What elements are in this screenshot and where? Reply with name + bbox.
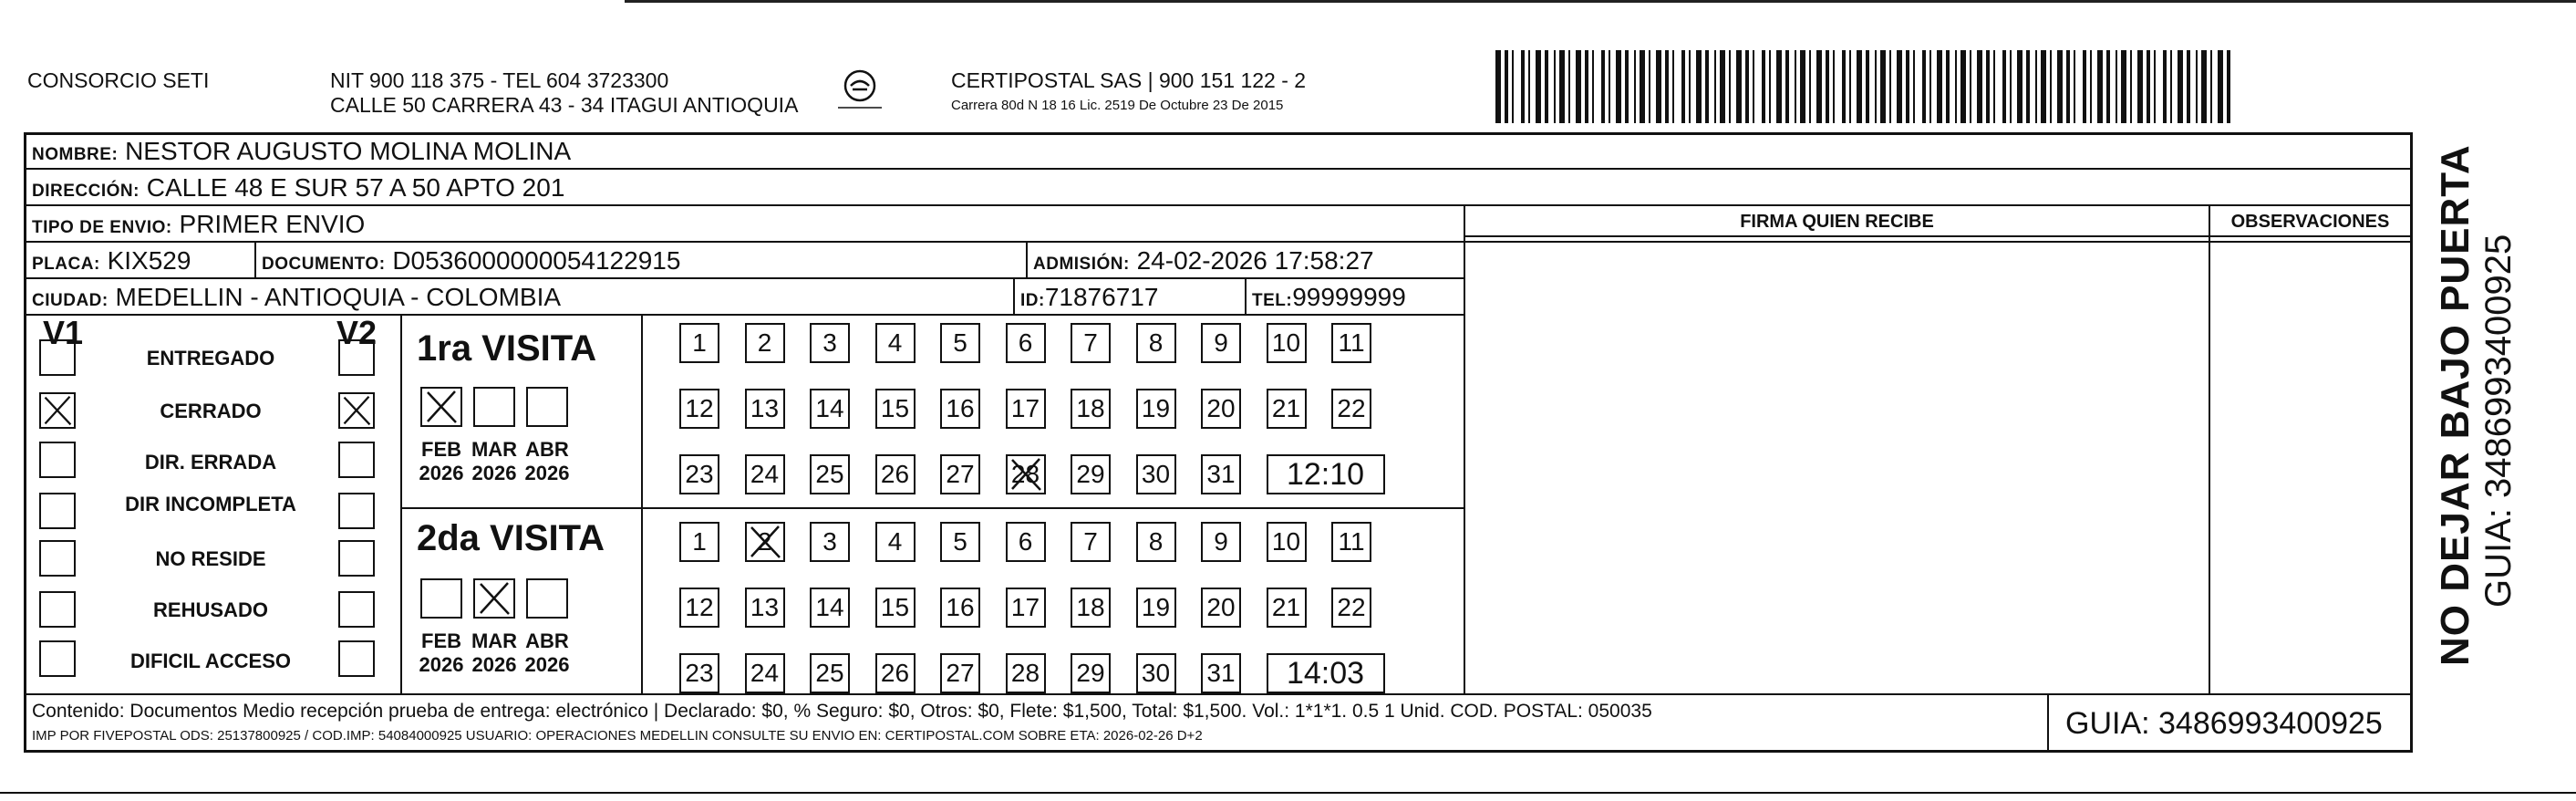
visit1-day-13[interactable]: 13 bbox=[745, 389, 785, 429]
nombre-label: NOMBRE: bbox=[32, 145, 119, 164]
id-value: 71876717 bbox=[1044, 283, 1159, 311]
tipo-envio-label: TIPO DE ENVIO: bbox=[32, 218, 172, 237]
visit1-day-6[interactable]: 6 bbox=[1006, 323, 1046, 363]
visit1-month-checkbox-feb[interactable] bbox=[420, 387, 462, 427]
visit1-month-year: 2026 bbox=[471, 462, 517, 484]
visit1-day-30[interactable]: 30 bbox=[1136, 454, 1176, 494]
certipostal-logo-icon bbox=[834, 64, 885, 115]
visit1-month-label-abr bbox=[520, 438, 574, 485]
v2-checkbox-entregado[interactable] bbox=[338, 339, 375, 376]
admision-value: 24-02-2026 17:58:27 bbox=[1136, 246, 1374, 275]
visit1-title: 1ra VISITA bbox=[417, 328, 597, 369]
visit1-month-label-feb bbox=[414, 438, 469, 485]
tipo-envio-row bbox=[32, 210, 365, 243]
v1-checkbox-dir-incompleta[interactable] bbox=[39, 493, 76, 529]
tel-field bbox=[1252, 283, 1406, 316]
reason-label-dificil-acceso: DIFICIL ACCESO bbox=[129, 650, 291, 672]
v1-checkbox-cerrado[interactable] bbox=[39, 392, 76, 429]
visit2-month-name: ABR bbox=[525, 629, 569, 652]
visit2-day-6[interactable]: 6 bbox=[1006, 522, 1046, 562]
visit2-month-checkbox-feb[interactable] bbox=[420, 578, 462, 619]
id-label: ID: bbox=[1020, 291, 1045, 310]
visit2-day-30[interactable]: 30 bbox=[1136, 653, 1176, 693]
visit2-day-7[interactable]: 7 bbox=[1071, 522, 1111, 562]
certipostal-line: CERTIPOSTAL SAS | 900 151 122 - 2 bbox=[951, 68, 1307, 92]
visit2-day-27[interactable]: 27 bbox=[940, 653, 980, 693]
visit2-title: 2da VISITA bbox=[417, 518, 605, 558]
v2-checkbox-dir-incompleta[interactable] bbox=[338, 493, 375, 529]
visit1-day-14[interactable]: 14 bbox=[810, 389, 850, 429]
visit1-time-box[interactable]: 12:10 bbox=[1267, 454, 1385, 494]
direccion-label: DIRECCIÓN: bbox=[32, 182, 140, 201]
contenido-line: Contenido: Documentos Medio recepción prueba de entrega: electrónico | Declarado: $0, % Seguro: $0, Otros: $0, Flete: $1,500, Total: $1,500. Vol.: 1*1*1. 0.5 1 Unid. COD. POSTAL: 050035 bbox=[32, 701, 1652, 722]
visit2-month-year: 2026 bbox=[471, 653, 517, 676]
reason-label-cerrado: CERRADO bbox=[160, 400, 262, 422]
nit-line: NIT 900 118 375 - TEL 604 3723300 bbox=[330, 68, 669, 92]
firma-header: FIRMA QUIEN RECIBE bbox=[1740, 212, 1934, 232]
visit2-day-26[interactable]: 26 bbox=[875, 653, 916, 693]
visit2-month-label-abr bbox=[520, 629, 574, 677]
visit2-time-box[interactable]: 14:03 bbox=[1267, 653, 1385, 693]
visit1-day-20[interactable]: 20 bbox=[1201, 389, 1241, 429]
visit2-day-3[interactable]: 3 bbox=[810, 522, 850, 562]
placa-value: KIX529 bbox=[107, 246, 191, 275]
bottom-border-line bbox=[0, 792, 2576, 794]
reason-label-dir-errada: DIR. ERRADA bbox=[144, 451, 277, 473]
top-border-line bbox=[625, 0, 2576, 3]
visit1-day-3[interactable]: 3 bbox=[810, 323, 850, 363]
v2-checkbox-no-reside[interactable] bbox=[338, 540, 375, 577]
visit2-day-25[interactable]: 25 bbox=[810, 653, 850, 693]
visit1-month-checkbox-mar[interactable] bbox=[473, 387, 515, 427]
v2-checkbox-cerrado[interactable] bbox=[338, 392, 375, 429]
visit1-month-year: 2026 bbox=[524, 462, 570, 484]
reason-label-dir-incompleta: DIR INCOMPLETA bbox=[125, 493, 296, 515]
v1-label: V1 bbox=[43, 314, 84, 351]
visit1-day-7[interactable]: 7 bbox=[1071, 323, 1111, 363]
side-warning: NO DEJAR BAJO PUERTA bbox=[2433, 144, 2478, 666]
visit1-day-25[interactable]: 25 bbox=[810, 454, 850, 494]
visit1-day-15[interactable]: 15 bbox=[875, 389, 916, 429]
visit2-day-24[interactable]: 24 bbox=[745, 653, 785, 693]
visit2-day-31[interactable]: 31 bbox=[1201, 653, 1241, 693]
placa-field bbox=[32, 246, 191, 279]
visit1-day-5[interactable]: 5 bbox=[940, 323, 980, 363]
tel-label: TEL: bbox=[1252, 291, 1293, 310]
ciudad-field bbox=[32, 283, 561, 316]
visit2-day-4[interactable]: 4 bbox=[875, 522, 916, 562]
tel-value: 99999999 bbox=[1292, 283, 1406, 311]
visit1-month-checkbox-abr[interactable] bbox=[526, 387, 568, 427]
admision-field bbox=[1033, 246, 1374, 279]
visit1-day-10[interactable]: 10 bbox=[1267, 323, 1307, 363]
visit2-day-5[interactable]: 5 bbox=[940, 522, 980, 562]
documento-label: DOCUMENTO: bbox=[262, 255, 386, 274]
tipo-envio-value: PRIMER ENVIO bbox=[179, 210, 366, 238]
visit1-day-22[interactable]: 22 bbox=[1331, 389, 1371, 429]
visit2-day-14[interactable]: 14 bbox=[810, 588, 850, 628]
direccion-value: CALLE 48 E SUR 57 A 50 APTO 201 bbox=[146, 173, 565, 202]
v2-checkbox-dir-errada[interactable] bbox=[338, 442, 375, 478]
visit2-month-checkbox-abr[interactable] bbox=[526, 578, 568, 619]
company-name: CONSORCIO SETI bbox=[27, 68, 210, 92]
visit2-day-1[interactable]: 1 bbox=[679, 522, 719, 562]
visit2-day-17[interactable]: 17 bbox=[1006, 588, 1046, 628]
reason-label-rehusado: REHUSADO bbox=[153, 598, 268, 621]
visit1-day-17[interactable]: 17 bbox=[1006, 389, 1046, 429]
visit2-day-15[interactable]: 15 bbox=[875, 588, 916, 628]
guia-box: GUIA: 3486993400925 bbox=[2065, 706, 2383, 741]
side-guia: GUIA: 3486993400925 bbox=[2478, 234, 2519, 608]
visit1-day-26[interactable]: 26 bbox=[875, 454, 916, 494]
delivery-form bbox=[24, 132, 2413, 753]
visit2-day-10[interactable]: 10 bbox=[1267, 522, 1307, 562]
visit2-month-year: 2026 bbox=[524, 653, 570, 676]
visit1-day-8[interactable]: 8 bbox=[1136, 323, 1176, 363]
visit1-day-16[interactable]: 16 bbox=[940, 389, 980, 429]
visit2-day-23[interactable]: 23 bbox=[679, 653, 719, 693]
visit1-day-31[interactable]: 31 bbox=[1201, 454, 1241, 494]
visit2-day-20[interactable]: 20 bbox=[1201, 588, 1241, 628]
visit2-day-9[interactable]: 9 bbox=[1201, 522, 1241, 562]
visit2-day-12[interactable]: 12 bbox=[679, 588, 719, 628]
v2-label: V2 bbox=[336, 314, 378, 351]
id-field bbox=[1020, 283, 1158, 316]
license-line: Carrera 80d N 18 16 Lic. 2519 De Octubre 23 De 2015 bbox=[951, 98, 1284, 113]
v1-checkbox-dificil-acceso[interactable] bbox=[39, 640, 76, 677]
visit1-day-1[interactable]: 1 bbox=[679, 323, 719, 363]
visit2-day-19[interactable]: 19 bbox=[1136, 588, 1176, 628]
visit1-day-29[interactable]: 29 bbox=[1071, 454, 1111, 494]
v2-checkbox-dificil-acceso[interactable] bbox=[338, 640, 375, 677]
visit2-month-label-feb bbox=[414, 629, 469, 677]
visit2-day-8[interactable]: 8 bbox=[1136, 522, 1176, 562]
visit1-day-18[interactable]: 18 bbox=[1071, 389, 1111, 429]
nombre-row bbox=[32, 137, 571, 170]
ciudad-value: MEDELLIN - ANTIOQUIA - COLOMBIA bbox=[115, 283, 562, 311]
visit1-day-4[interactable]: 4 bbox=[875, 323, 916, 363]
ciudad-label: CIUDAD: bbox=[32, 291, 109, 310]
visit1-day-9[interactable]: 9 bbox=[1201, 323, 1241, 363]
visit1-day-27[interactable]: 27 bbox=[940, 454, 980, 494]
visit1-day-23[interactable]: 23 bbox=[679, 454, 719, 494]
visit2-month-checkbox-mar[interactable] bbox=[473, 578, 515, 619]
documento-value: D0536000000054122915 bbox=[392, 246, 681, 275]
visit1-day-19[interactable]: 19 bbox=[1136, 389, 1176, 429]
visit2-day-16[interactable]: 16 bbox=[940, 588, 980, 628]
visit2-day-22[interactable]: 22 bbox=[1331, 588, 1371, 628]
visit2-day-18[interactable]: 18 bbox=[1071, 588, 1111, 628]
visit2-day-11[interactable]: 11 bbox=[1331, 522, 1371, 562]
visit2-day-28[interactable]: 28 bbox=[1006, 653, 1046, 693]
visit1-day-12[interactable]: 12 bbox=[679, 389, 719, 429]
visit1-month-name: ABR bbox=[525, 438, 569, 461]
visit2-day-2[interactable]: 2 bbox=[745, 522, 785, 562]
nombre-value: NESTOR AUGUSTO MOLINA MOLINA bbox=[125, 137, 572, 165]
visit1-day-11[interactable]: 11 bbox=[1331, 323, 1371, 363]
v1-checkbox-entregado[interactable] bbox=[39, 339, 76, 376]
direccion-row bbox=[32, 173, 564, 206]
reason-label-entregado: ENTREGADO bbox=[146, 347, 275, 369]
visit2-day-29[interactable]: 29 bbox=[1071, 653, 1111, 693]
visit2-day-21[interactable]: 21 bbox=[1267, 588, 1307, 628]
v1-checkbox-rehusado[interactable] bbox=[39, 591, 76, 628]
v1-checkbox-dir-errada[interactable] bbox=[39, 442, 76, 478]
placa-label: PLACA: bbox=[32, 255, 100, 274]
visit2-month-name: FEB bbox=[421, 629, 461, 652]
visit1-day-24[interactable]: 24 bbox=[745, 454, 785, 494]
visit2-month-name: MAR bbox=[471, 629, 518, 652]
visit2-day-13[interactable]: 13 bbox=[745, 588, 785, 628]
imp-line: IMP POR FIVEPOSTAL ODS: 25137800925 / COD.IMP: 54084000925 USUARIO: OPERACIONES MEDELLIN CONSULTE SU ENVIO EN: CERTIPOSTAL.COM SOBRE ETA: 2026-02-26 D+2 bbox=[32, 728, 1203, 744]
visit2-month-label-mar bbox=[467, 629, 522, 677]
visit1-day-28[interactable]: 28 bbox=[1006, 454, 1046, 494]
v2-checkbox-rehusado[interactable] bbox=[338, 591, 375, 628]
address-line: CALLE 50 CARRERA 43 - 34 ITAGUI ANTIOQUIA bbox=[330, 93, 799, 117]
documento-field bbox=[262, 246, 680, 279]
observaciones-header: OBSERVACIONES bbox=[2230, 212, 2390, 232]
reason-label-no-reside: NO RESIDE bbox=[155, 547, 266, 570]
barcode bbox=[1495, 50, 2239, 123]
visit1-month-year: 2026 bbox=[419, 462, 464, 484]
visit1-month-name: FEB bbox=[421, 438, 461, 461]
visit1-day-21[interactable]: 21 bbox=[1267, 389, 1307, 429]
v1-checkbox-no-reside[interactable] bbox=[39, 540, 76, 577]
visit1-month-name: MAR bbox=[471, 438, 518, 461]
visit1-day-2[interactable]: 2 bbox=[745, 323, 785, 363]
visit1-month-label-mar bbox=[467, 438, 522, 485]
admision-label: ADMISIÓN: bbox=[1033, 255, 1130, 274]
visit2-month-year: 2026 bbox=[419, 653, 464, 676]
